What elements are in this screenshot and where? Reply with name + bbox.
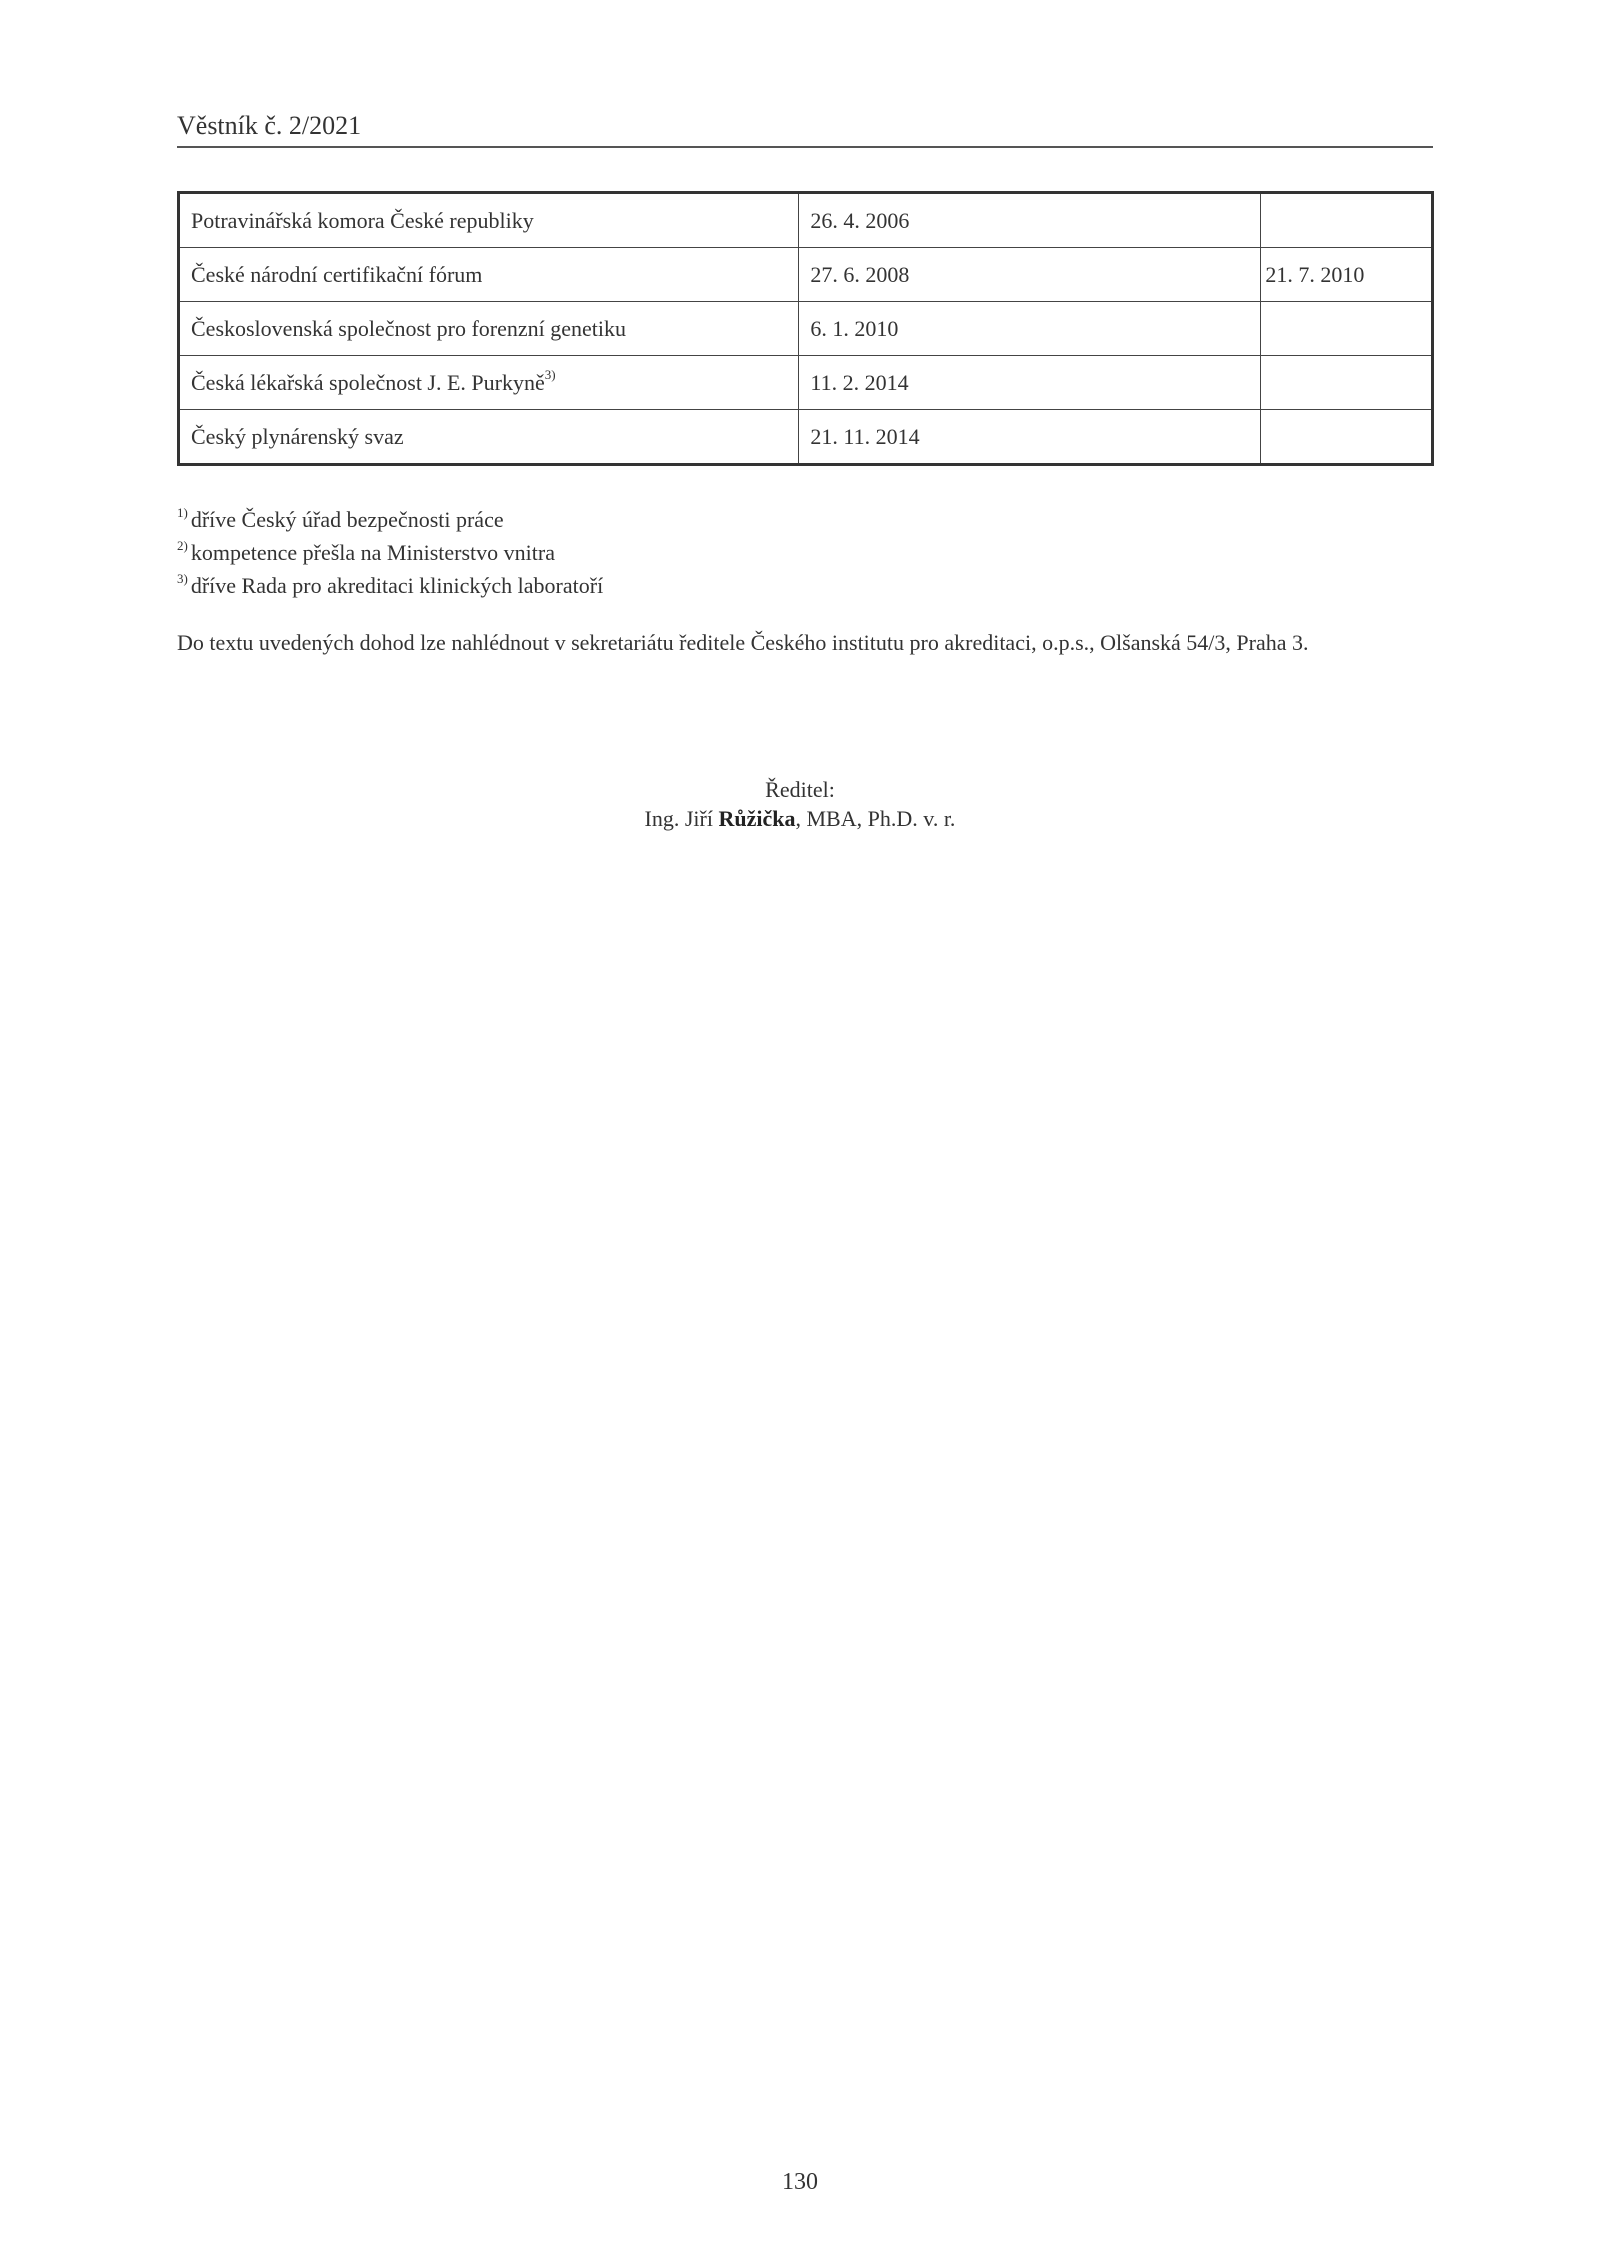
date-cell (1261, 410, 1433, 465)
date-cell (1261, 193, 1433, 248)
footnote-item (177, 569, 603, 602)
organization-cell: České národní certifikační fórum (179, 248, 799, 302)
footnote-item (177, 503, 603, 536)
signature-name-prefix: Ing. Jiří (644, 806, 719, 831)
footnote-item (177, 536, 603, 569)
signature-name (0, 804, 1600, 834)
organization-cell (179, 356, 799, 410)
table-row (179, 193, 1433, 248)
bulletin-title: Věstník č. 2/2021 (177, 111, 362, 140)
agreements-table (177, 191, 1434, 466)
footnotes (177, 503, 603, 602)
date-cell: 26. 4. 2006 (799, 193, 1261, 248)
table-row (179, 248, 1433, 302)
date-cell: 21. 7. 2010 (1261, 248, 1433, 302)
footnote-mark: 1) (177, 504, 188, 520)
footnote-text: dříve Český úřad bezpečnosti práce (190, 507, 504, 532)
footnote-mark: 2) (177, 537, 188, 553)
footnote-mark: 3) (177, 570, 188, 586)
page-header (177, 108, 1433, 148)
table-row (179, 302, 1433, 356)
access-note: Do textu uvedených dohod lze nahlédnout v sekretariátu ředitele Českého institutu pro akreditaci, o.p.s., Olšanská 54/3, Praha 3. (177, 630, 1309, 655)
date-cell: 6. 1. 2010 (799, 302, 1261, 356)
signature-role: Ředitel: (765, 777, 835, 802)
organization-cell: Český plynárenský svaz (179, 410, 799, 465)
table-row (179, 410, 1433, 465)
signature-name-suffix: , MBA, Ph.D. v. r. (795, 806, 956, 831)
organization-cell: Potravinářská komora České republiky (179, 193, 799, 248)
signature-surname: Růžička (718, 806, 796, 831)
organization-cell: Československá společnost pro forenzní genetiku (179, 302, 799, 356)
table-row (179, 356, 1433, 410)
date-cell: 11. 2. 2014 (799, 356, 1261, 410)
date-cell (1261, 356, 1433, 410)
date-cell (1261, 302, 1433, 356)
footnote-reference: 3) (544, 367, 556, 383)
footnote-text: kompetence přešla na Ministerstvo vnitra (190, 540, 555, 565)
date-cell: 27. 6. 2008 (799, 248, 1261, 302)
date-cell: 21. 11. 2014 (799, 410, 1261, 465)
organization-name: Česká lékařská společnost J. E. Purkyně (191, 369, 545, 395)
page-number: 130 (782, 2169, 818, 2195)
footnote-text: dříve Rada pro akreditaci klinických laboratoří (190, 573, 604, 598)
